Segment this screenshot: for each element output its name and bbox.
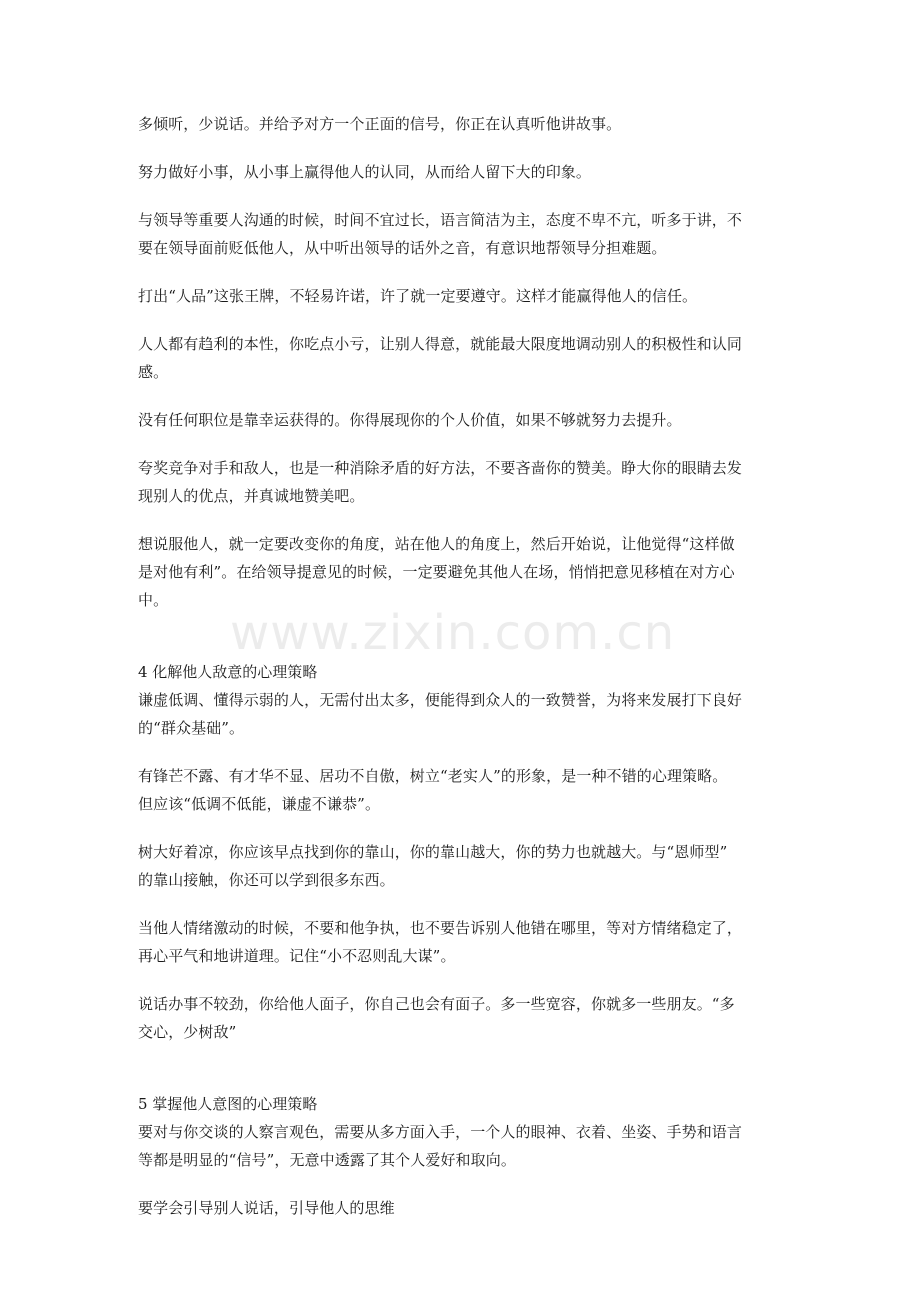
paragraph-line: 树大好着凉，你应该早点找到你的靠山，你的靠山越大，你的势力也就越大。与“恩师型” xyxy=(138,843,728,861)
paragraph-line: 有锋芒不露、有才华不显、居功不自傲，树立“老实人”的形象，是一种不错的心理策略。 xyxy=(138,767,728,785)
paragraph-line: 但应该“低调不低能，谦虚不谦恭”。 xyxy=(138,795,381,813)
paragraph-line: 当他人情绪激动的时候，不要和他争执，也不要告诉别人他错在哪里，等对方情绪稳定了， xyxy=(138,919,743,937)
paragraph xyxy=(138,762,788,818)
section-heading-4: 4 化解他人敌意的心理策略 xyxy=(138,663,318,681)
paragraph-group-intro xyxy=(138,110,788,614)
section-gap xyxy=(138,634,788,658)
watermark: www.zixin.com.cn xyxy=(230,605,676,661)
section-gap xyxy=(138,1066,788,1090)
paragraph xyxy=(138,454,788,510)
paragraph xyxy=(138,330,788,386)
paragraph-line: 再心平气和地讲道理。记住“小不忍则乱大谋”。 xyxy=(138,947,456,965)
paragraph-line: 谦虚低调、懂得示弱的人，无需付出太多，便能得到众人的一致赞誉，为将来发展打下良好 xyxy=(138,691,743,709)
paragraph-line: 人人都有趋利的本性，你吃点小亏，让别人得意，就能最大限度地调动别人的积极性和认同 xyxy=(138,335,743,353)
section-heading-5: 5 掌握他人意图的心理策略 xyxy=(138,1095,318,1113)
paragraph xyxy=(138,206,788,262)
paragraph-line: 中。 xyxy=(138,591,169,609)
paragraph-line: 交心，少树敌” xyxy=(138,1023,237,1041)
paragraph xyxy=(138,838,788,894)
paragraph-line: 夸奖竞争对手和敌人，也是一种消除矛盾的好方法，不要吝啬你的赞美。睁大你的眼睛去发 xyxy=(138,459,743,477)
paragraph-line: 等都是明显的“信号”，无意中透露了其个人爱好和取向。 xyxy=(138,1151,516,1169)
paragraph-line: 多倾听，少说话。并给予对方一个正面的信号，你正在认真听他讲故事。 xyxy=(138,115,622,133)
paragraph xyxy=(138,686,788,742)
paragraph-line: 打出“人品”这张王牌，不轻易许诺，许了就一定要遵守。这样才能赢得他人的信任。 xyxy=(138,287,698,305)
paragraph xyxy=(138,1194,788,1222)
document-body xyxy=(138,110,788,1242)
paragraph xyxy=(138,406,788,434)
paragraph-group-section-5 xyxy=(138,1118,788,1222)
paragraph-line: 感。 xyxy=(138,363,169,381)
paragraph-line: 要在领导面前贬低他人，从中听出领导的话外之音，有意识地帮领导分担难题。 xyxy=(138,239,667,257)
paragraph-line: 努力做好小事，从小事上赢得他人的认同，从而给人留下大的印象。 xyxy=(138,163,592,181)
paragraph xyxy=(138,914,788,970)
paragraph-line: 现别人的优点，并真诚地赞美吧。 xyxy=(138,487,365,505)
paragraph-line: 要学会引导别人说话，引导他人的思维 xyxy=(138,1199,395,1217)
paragraph-line: 没有任何职位是靠幸运获得的。你得展现你的个人价值，如果不够就努力去提升。 xyxy=(138,411,682,429)
paragraph-line: 的“群众基础”。 xyxy=(138,719,245,737)
paragraph-line: 说话办事不较劲，你给他人面子，你自己也会有面子。多一些宽容，你就多一些朋友。“多 xyxy=(138,995,735,1013)
paragraph-group-section-4 xyxy=(138,686,788,1046)
paragraph xyxy=(138,990,788,1046)
paragraph xyxy=(138,530,788,614)
paragraph xyxy=(138,158,788,186)
paragraph xyxy=(138,110,788,138)
paragraph-line: 的靠山接触，你还可以学到很多东西。 xyxy=(138,871,395,889)
paragraph-line: 与领导等重要人沟通的时候，时间不宜过长，语言简洁为主，态度不卑不亢，听多于讲，不 xyxy=(138,211,743,229)
paragraph xyxy=(138,1118,788,1174)
paragraph-line: 是对他有利”。在给领导提意见的时候，一定要避免其他人在场，悄悄把意见移植在对方心 xyxy=(138,563,735,581)
paragraph-line: 要对与你交谈的人察言观色，需要从多方面入手，一个人的眼神、衣着、坐姿、手势和语言 xyxy=(138,1123,743,1141)
paragraph xyxy=(138,282,788,310)
paragraph-line: 想说服他人，就一定要改变你的角度，站在他人的角度上，然后开始说，让他觉得“这样做 xyxy=(138,535,735,553)
